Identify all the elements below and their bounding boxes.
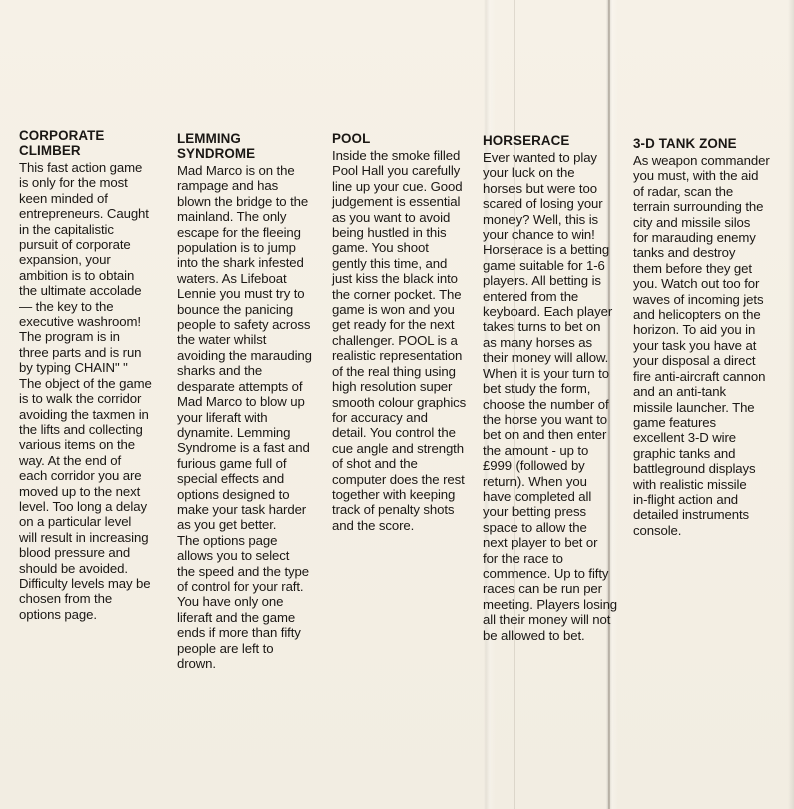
description-line: the corner pocket. The bbox=[332, 286, 462, 302]
description-line: the speed and the type bbox=[177, 563, 309, 579]
description-line: you must, with the aid bbox=[633, 168, 759, 184]
description-line: game. You shoot bbox=[332, 240, 429, 256]
description-line: mainland. The only bbox=[177, 209, 287, 225]
description-line: judgement is essential bbox=[332, 194, 461, 210]
description-line: be allowed to bet. bbox=[483, 627, 585, 643]
description-line: bet on and then enter bbox=[483, 427, 607, 443]
description-line: sharks and the bbox=[177, 363, 263, 379]
description-line: horses but were too bbox=[483, 180, 597, 196]
description-line: executive washroom! bbox=[19, 314, 141, 330]
description-line: space to allow the bbox=[483, 519, 587, 535]
description-line: three parts and is run bbox=[19, 344, 142, 360]
description-line: Mad Marco to blow up bbox=[177, 394, 305, 410]
description-line: your chance to win! bbox=[483, 227, 595, 243]
description-line: scared of losing your bbox=[483, 196, 603, 212]
description-line: fire anti-aircraft cannon bbox=[633, 368, 766, 384]
description-line: Difficulty levels may be bbox=[19, 575, 151, 591]
description-line: population is to jump bbox=[177, 240, 296, 256]
description-line: as many horses as bbox=[483, 334, 592, 350]
description-line: escape for the fleeing bbox=[177, 224, 301, 240]
description-line: excellent 3-D wire bbox=[633, 430, 737, 446]
description-line: takes turns to bet on bbox=[483, 319, 601, 335]
description-line: people are left to bbox=[177, 640, 274, 656]
game-description bbox=[483, 150, 623, 643]
description-line: should be avoided. bbox=[19, 560, 128, 576]
description-line: missile launcher. The bbox=[633, 399, 755, 415]
description-line: Lennie you must try to bbox=[177, 286, 305, 302]
description-line: bounce the panicing bbox=[177, 301, 294, 317]
description-line: smooth colour graphics bbox=[332, 394, 467, 410]
description-line: level. Too long a delay bbox=[19, 498, 147, 514]
description-line: game is won and you bbox=[332, 302, 455, 318]
description-line: ends if more than fifty bbox=[177, 625, 301, 641]
description-line: special effects and bbox=[177, 471, 285, 487]
description-line: options page. bbox=[19, 606, 97, 622]
game-column-3d-tank-zone bbox=[633, 136, 778, 538]
description-line: make your task harder bbox=[177, 501, 307, 517]
description-line: each corridor you are bbox=[19, 468, 142, 484]
description-line: of control for your raft. bbox=[177, 578, 304, 594]
description-line: high resolution super bbox=[332, 379, 453, 395]
description-line: will result in increasing bbox=[19, 529, 149, 545]
description-line: and the score. bbox=[332, 517, 415, 533]
description-line: your task you have at bbox=[633, 337, 757, 353]
description-line: return). When you bbox=[483, 473, 587, 489]
description-line: city and missile silos bbox=[633, 214, 751, 230]
description-line: liferaft and the game bbox=[177, 609, 296, 625]
description-line: for accuracy and bbox=[332, 409, 428, 425]
description-line: commence. Up to fifty bbox=[483, 565, 609, 581]
description-line: entrepreneurs. Caught bbox=[19, 206, 149, 222]
description-line: The program is in bbox=[19, 329, 120, 345]
description-line: challenger. POOL is a bbox=[332, 332, 458, 348]
description-line: people to safety across bbox=[177, 317, 311, 333]
description-line: rampage and has bbox=[177, 178, 279, 194]
description-line: being hustled in this bbox=[332, 225, 447, 241]
description-line: the ultimate accolade bbox=[19, 283, 142, 299]
description-line: line up your cue. Good bbox=[332, 178, 463, 194]
description-line: dynamite. Lemming bbox=[177, 424, 291, 440]
description-line: £999 (followed by bbox=[483, 458, 585, 474]
description-line: the amount - up to bbox=[483, 442, 589, 458]
description-line: As weapon commander bbox=[633, 153, 770, 168]
description-line: bet study the form, bbox=[483, 381, 591, 397]
description-line: together with keeping bbox=[332, 486, 456, 502]
description-line: drown. bbox=[177, 656, 216, 671]
description-line: all their money will not bbox=[483, 612, 611, 628]
description-line: you. Watch out too for bbox=[633, 276, 760, 292]
game-description bbox=[177, 163, 317, 671]
description-line: various items on the bbox=[19, 437, 136, 453]
description-line: of the real thing using bbox=[332, 363, 456, 379]
description-line: computer does the rest bbox=[332, 471, 465, 487]
description-line: get ready for the next bbox=[332, 317, 455, 333]
description-line: keyboard. Each player bbox=[483, 304, 613, 320]
description-line: tanks and destroy bbox=[633, 245, 736, 261]
description-line: The object of the game bbox=[19, 375, 152, 391]
description-line: way. At the end of bbox=[19, 452, 122, 468]
description-line: Pool Hall you carefully bbox=[332, 163, 461, 179]
description-line: them before they get bbox=[633, 260, 752, 276]
description-line: into the shark infested bbox=[177, 255, 304, 271]
description-line: desparate attempts of bbox=[177, 378, 303, 394]
description-line: game suitable for 1-6 bbox=[483, 257, 605, 273]
description-line: detail. You control the bbox=[332, 425, 456, 441]
description-line: game features bbox=[633, 414, 717, 430]
description-line: waters. As Lifeboat bbox=[177, 270, 287, 286]
description-line: The options page bbox=[177, 532, 278, 548]
description-line: furious game full of bbox=[177, 455, 287, 471]
description-line: battleground displays bbox=[633, 461, 756, 477]
description-line: by typing CHAIN" " bbox=[19, 360, 128, 376]
game-title: CORPORATE CLIMBER bbox=[19, 128, 105, 158]
description-line: players. All betting is bbox=[483, 273, 601, 289]
description-line: Inside the smoke filled bbox=[332, 148, 461, 163]
description-line: entered from the bbox=[483, 288, 579, 304]
description-line: options designed to bbox=[177, 486, 290, 502]
description-line: next player to bet or bbox=[483, 535, 598, 551]
description-line: the lifts and collecting bbox=[19, 421, 143, 437]
description-line: and an anti-tank bbox=[633, 384, 726, 400]
description-line: cue angle and strength bbox=[332, 440, 464, 456]
description-line: waves of incoming jets bbox=[633, 291, 764, 307]
description-line: graphic tanks and bbox=[633, 445, 736, 461]
description-line: in-flight action and bbox=[633, 491, 739, 507]
description-line: choose the number of bbox=[483, 396, 609, 412]
description-line: — the key to the bbox=[19, 298, 114, 314]
game-column-horserace bbox=[483, 133, 623, 643]
game-description bbox=[633, 153, 778, 538]
description-line: is only for the most bbox=[19, 175, 128, 191]
description-line: have completed all bbox=[483, 488, 592, 504]
description-line: realistic representation bbox=[332, 348, 463, 364]
description-line: meeting. Players losing bbox=[483, 596, 618, 612]
description-line: your liferaft with bbox=[177, 409, 268, 425]
description-line: gently this time, and bbox=[332, 255, 448, 271]
description-line: Mad Marco is on the bbox=[177, 163, 295, 178]
game-title: POOL bbox=[332, 131, 371, 146]
game-column-pool bbox=[332, 131, 472, 533]
description-line: This fast action game bbox=[19, 160, 143, 175]
game-description bbox=[19, 160, 159, 622]
description-line: your luck on the bbox=[483, 165, 575, 181]
description-line: of shot and the bbox=[332, 456, 418, 472]
description-line: blown the bridge to the bbox=[177, 193, 309, 209]
description-line: on a particular level bbox=[19, 514, 132, 530]
description-line: chosen from the bbox=[19, 591, 113, 607]
description-line: the horse you want to bbox=[483, 411, 607, 427]
description-line: avoiding the marauding bbox=[177, 347, 312, 363]
description-line: your betting press bbox=[483, 504, 587, 520]
description-line: You have only one bbox=[177, 594, 284, 610]
description-line: horizon. To aid you in bbox=[633, 322, 756, 338]
description-line: of radar, scan the bbox=[633, 183, 734, 199]
game-column-corporate-climber bbox=[19, 128, 159, 622]
description-line: their money will allow. bbox=[483, 350, 609, 366]
description-line: keen minded of bbox=[19, 190, 108, 206]
description-line: the water whilst bbox=[177, 332, 267, 348]
description-line: Syndrome is a fast and bbox=[177, 440, 310, 456]
description-line: your disposal a direct bbox=[633, 353, 756, 369]
description-line: console. bbox=[633, 522, 682, 538]
description-line: races can be run per bbox=[483, 581, 602, 597]
description-line: as you get better. bbox=[177, 517, 277, 533]
game-column-lemming-syndrome bbox=[177, 131, 317, 671]
description-line: Horserace is a betting bbox=[483, 242, 610, 258]
description-line: detailed instruments bbox=[633, 507, 750, 523]
description-line: allows you to select bbox=[177, 548, 290, 564]
description-line: for the race to bbox=[483, 550, 563, 566]
description-line: blood pressure and bbox=[19, 545, 131, 561]
description-line: as you want to avoid bbox=[332, 209, 451, 225]
description-line: for marauding enemy bbox=[633, 230, 756, 246]
description-line: terrain surrounding the bbox=[633, 199, 764, 215]
description-line: in the capitalistic bbox=[19, 221, 114, 237]
description-line: moved up to the next bbox=[19, 483, 141, 499]
description-line: When it is your turn to bbox=[483, 365, 609, 381]
description-line: just kiss the black into bbox=[332, 271, 458, 287]
description-line: and helicopters on the bbox=[633, 307, 761, 323]
description-line: Ever wanted to play bbox=[483, 150, 597, 165]
description-line: ambition is to obtain bbox=[19, 267, 135, 283]
description-line: pursuit of corporate bbox=[19, 237, 131, 253]
description-line: with realistic missile bbox=[633, 476, 747, 492]
description-line: track of penalty shots bbox=[332, 502, 455, 518]
game-title: HORSERACE bbox=[483, 133, 570, 148]
game-description bbox=[332, 148, 472, 533]
description-line: is to walk the corridor bbox=[19, 391, 142, 407]
description-line: avoiding the taxmen in bbox=[19, 406, 149, 422]
description-line: money? Well, this is bbox=[483, 211, 599, 227]
game-title: LEMMING SYNDROME bbox=[177, 131, 256, 161]
game-title: 3-D TANK ZONE bbox=[633, 136, 737, 151]
page-edge bbox=[788, 0, 794, 809]
description-line: expansion, your bbox=[19, 252, 111, 268]
